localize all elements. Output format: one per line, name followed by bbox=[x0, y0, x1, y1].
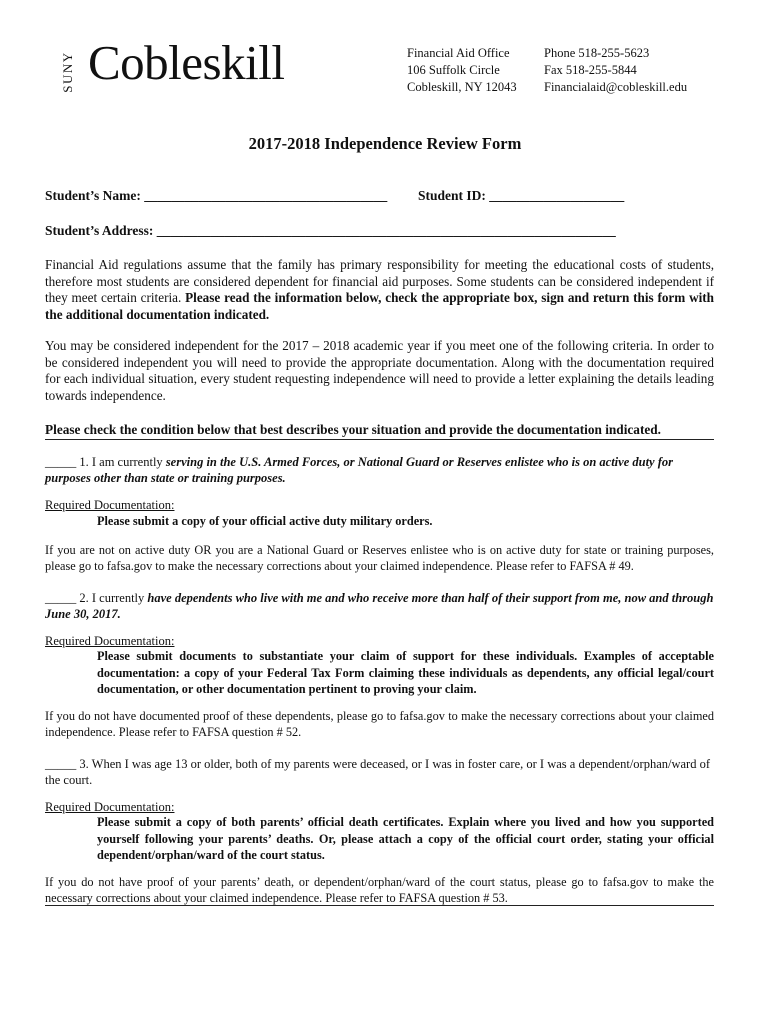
office-line: Cobleskill, NY 12043 bbox=[407, 80, 517, 94]
divider-line bbox=[45, 439, 714, 440]
student-name-field[interactable]: ____________________________________ bbox=[144, 188, 388, 203]
required-doc-label: Required Documentation: bbox=[45, 634, 175, 648]
condition-number: 2. bbox=[79, 591, 89, 605]
student-id-label: Student ID: bbox=[418, 188, 486, 203]
intro-bold-instruction: Please read the information below, check the appropriate box, sign and return this form with the additional documentation indicated. bbox=[45, 290, 714, 322]
condition-lead: I currently bbox=[91, 591, 148, 605]
logo-suny-text: SUNY bbox=[60, 51, 75, 93]
phone-line: Phone 518-255-5623 bbox=[544, 46, 650, 60]
intro-text: Financial Aid regulations assume that the family has primary responsibility for meeting the educational costs of students, therefore most students are considered dependent for financial aid purposes. Some students can be considered independent if they meet certain criteria. bbox=[45, 257, 714, 305]
contact-block bbox=[544, 45, 687, 96]
fax-line: Fax 518-255-5844 bbox=[544, 63, 637, 77]
instructions-heading: Please check the condition below that best describes your situation and provide the documentation indicated. bbox=[45, 422, 661, 437]
student-name-label: Student’s Name: bbox=[45, 188, 141, 203]
condition-emphasis: have dependents who live with me and who receive more than half of their support from me, now and through June 30, 2017. bbox=[45, 591, 714, 621]
checkbox-blank[interactable]: _____ bbox=[45, 591, 77, 605]
bottom-divider-line bbox=[45, 905, 714, 906]
condition-lead: When I was age 13 or older, both of my parents were deceased, or I was in foster care, or I was a dependent/orphan/ward of the court. bbox=[45, 757, 711, 787]
condition-note: If you do not have proof of your parents’ death, or dependent/orphan/ward of the court status, please go to fafsa.gov to make the necessary corrections about your claimed independence. Please refer to FAFSA question # 53. bbox=[45, 875, 714, 905]
student-address-label: Student’s Address: bbox=[45, 223, 154, 238]
condition-3 bbox=[45, 756, 714, 788]
logo-cobleskill: Cobleskill bbox=[88, 35, 285, 90]
checkbox-blank[interactable]: _____ bbox=[45, 757, 77, 771]
checkbox-blank[interactable]: _____ bbox=[45, 455, 77, 469]
criteria-paragraph: You may be considered independent for the 2017 – 2018 academic year if you meet one of the following criteria. In order to be considered independent you will need to provide the appropriate documentation. Along with the documentation required for each individual situation, every student requesting independence will need to provide a letter explaining the details leading towards independence. bbox=[45, 338, 714, 403]
condition-note: If you do not have documented proof of these dependents, please go to fafsa.gov to make the necessary corrections about your claimed independence. Please refer to FAFSA question # 52. bbox=[45, 709, 714, 739]
required-doc-text: Please submit a copy of both parents’ official death certificates. Explain where you lived and how you supported yourself following your parents’ deaths. Or, please attach a copy of the official court order, stating your official dependent/orphan/ward of the court status. bbox=[97, 815, 714, 862]
form-title: 2017-2018 Independence Review Form bbox=[248, 134, 522, 153]
condition-1 bbox=[45, 454, 714, 486]
intro-paragraph bbox=[45, 257, 714, 323]
office-line: Financial Aid Office bbox=[407, 46, 510, 60]
student-id-row bbox=[418, 188, 624, 204]
student-id-field[interactable]: ____________________ bbox=[489, 188, 625, 203]
required-doc-text: Please submit a copy of your official active duty military orders. bbox=[97, 514, 433, 528]
student-name-row bbox=[45, 188, 387, 204]
email-line: Financialaid@cobleskill.edu bbox=[544, 80, 688, 94]
condition-lead: I am currently bbox=[91, 455, 166, 469]
office-address-block bbox=[407, 45, 517, 96]
condition-number: 1. bbox=[79, 455, 89, 469]
office-line: 106 Suffolk Circle bbox=[407, 63, 500, 77]
condition-note: If you are not on active duty OR you are a National Guard or Reserves enlistee who is on active duty for state or training purposes, please go to fafsa.gov to make the necessary corrections about your claimed independence. Please refer to FAFSA # 49. bbox=[45, 543, 714, 573]
student-address-row bbox=[45, 223, 616, 239]
required-doc-text: Please submit documents to substantiate your claim of support for these individuals. Examples of acceptable documentation: a copy of your Federal Tax Form claiming these individuals as dependents, any official legal/court documentation, or other documentation pertinent to proving your claim. bbox=[97, 649, 714, 696]
condition-2 bbox=[45, 590, 714, 622]
condition-emphasis: serving in the U.S. Armed Forces, or National Guard or Reserves enlistee who is on active duty for purposes other than state or training purposes. bbox=[45, 455, 674, 485]
required-doc-label: Required Documentation: bbox=[45, 498, 175, 512]
student-address-field[interactable]: ____________________________________________________________________ bbox=[156, 223, 616, 238]
required-doc-label: Required Documentation: bbox=[45, 800, 175, 814]
condition-number: 3. bbox=[79, 757, 89, 771]
suny-logo-mark bbox=[50, 50, 88, 94]
